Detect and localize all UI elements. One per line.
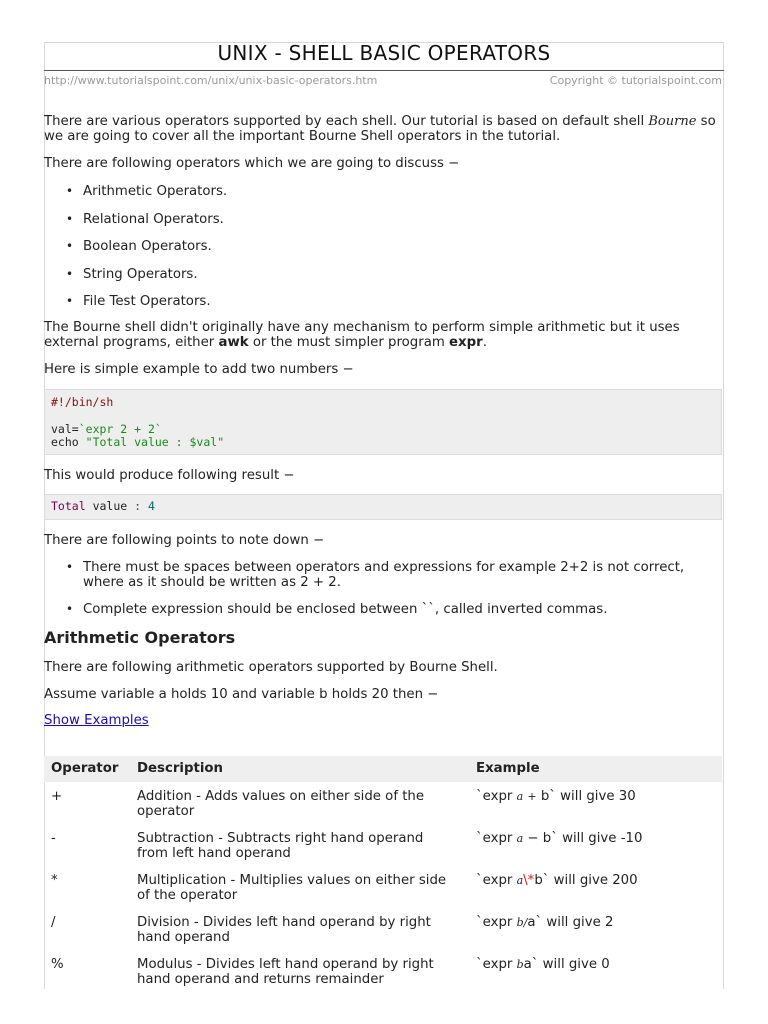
mechanism-line-2 — [44, 335, 487, 350]
row-5-ex-a: `expr — [476, 957, 513, 972]
row-3-ex-op: \* — [523, 873, 535, 888]
row-5-ex-var: b — [516, 958, 524, 971]
row-1-ex-b: b` will give 30 — [540, 789, 636, 804]
list-item: • String Operators. — [66, 267, 227, 282]
row-4-ex-op: / — [523, 916, 528, 929]
bourne-emphasis: Bourne — [648, 114, 697, 129]
notes-intro: There are following points to note down − — [44, 533, 325, 548]
result-intro: This would produce following result − — [44, 468, 295, 483]
row-5-operator: % — [51, 957, 64, 972]
page-title: UNIX - SHELL BASIC OPERATORS — [217, 41, 551, 65]
intro-text-a: There are various operators supported by each shell. Our tutorial is based on default shell — [44, 114, 645, 129]
row-3-example — [476, 873, 638, 888]
row-5-description — [137, 957, 434, 987]
code-echo-keyword: echo — [51, 435, 79, 449]
result-word-1: Total — [51, 499, 86, 513]
row-1-operator: + — [51, 789, 63, 804]
row-3-operator: * — [51, 873, 58, 888]
row-5-desc-line-2: hand operand and returns remainder — [137, 972, 384, 987]
title-divider — [44, 70, 724, 71]
mechanism-text-b: or the must simpler program — [252, 335, 445, 350]
result-number: 4 — [148, 499, 155, 513]
row-1-desc-line-1: Addition - Adds values on either side of the — [137, 789, 425, 804]
row-2-ex-var: a — [516, 832, 524, 845]
row-4-desc-line-1: Division - Divides left hand operand by right — [137, 915, 431, 930]
row-2-ex-a: `expr — [476, 831, 513, 846]
row-1-ex-var: a — [516, 790, 524, 803]
row-2-operator: - — [51, 831, 56, 846]
row-3-ex-var: a — [516, 874, 524, 887]
row-2-description — [137, 831, 423, 861]
row-4-ex-b: a` will give 2 — [527, 915, 614, 930]
code-eq: = — [71, 422, 79, 436]
list-item: • File Test Operators. — [66, 294, 227, 309]
list-item: • Complete expression should be enclosed between ``, called inverted commas. — [66, 602, 684, 617]
notes-list — [66, 560, 684, 617]
code-echo — [51, 436, 224, 450]
row-2-desc-line-1: Subtraction - Subtracts right hand operand — [137, 831, 424, 846]
row-5-ex-b: a` will give 0 — [523, 957, 610, 972]
mechanism-line-1: The Bourne shell didn't originally have any mechanism to perform simple arithmetic but it uses — [44, 320, 680, 335]
col-header-operator: Operator — [51, 761, 119, 776]
row-3-desc-line-1: Multiplication - Multiplies values on either side — [137, 873, 447, 888]
code-expr-string: `expr 2 + 2` — [78, 422, 162, 436]
code-var: val — [51, 422, 72, 436]
row-1-description — [137, 789, 424, 819]
row-1-desc-line-2: operator — [137, 804, 195, 819]
row-1-example — [476, 789, 636, 804]
intro-paragraph-line-1 — [44, 114, 716, 129]
row-4-ex-a: `expr — [476, 915, 513, 930]
source-url: http://www.tutorialspoint.com/unix/unix-basic-operators.htm — [44, 74, 378, 87]
operator-type-list — [66, 184, 227, 309]
row-5-example — [476, 957, 610, 972]
col-header-example: Example — [476, 761, 540, 776]
list-item: • Relational Operators. — [66, 212, 227, 227]
note-1-line-2: where as it should be written as 2 + 2. — [83, 575, 341, 590]
section-heading: Arithmetic Operators — [44, 628, 236, 647]
list-item — [66, 560, 684, 590]
arith-intro-1: There are following arithmetic operators supported by Bourne Shell. — [44, 660, 498, 675]
code-echo-string: "Total value : $val" — [85, 435, 225, 449]
list-item: • Arithmetic Operators. — [66, 184, 227, 199]
expr-keyword: expr — [449, 335, 483, 350]
row-2-desc-line-2: from left hand operand — [137, 846, 291, 861]
show-examples-link[interactable]: Show Examples — [44, 713, 149, 728]
row-2-ex-op: − — [527, 831, 539, 846]
result-colon: : — [134, 499, 142, 513]
row-4-desc-line-2: hand operand — [137, 930, 230, 945]
row-4-example — [476, 915, 613, 930]
example-intro: Here is simple example to add two numbers − — [44, 362, 354, 377]
row-1-ex-a: `expr — [476, 789, 513, 804]
row-2-example — [476, 831, 642, 846]
awk-keyword: awk — [218, 335, 249, 350]
copyright-notice: Copyright © tutorialspoint.com — [549, 74, 722, 87]
row-2-ex-b: b` will give -10 — [542, 831, 643, 846]
intro-paragraph-line-2: we are going to cover all the important Bourne Shell operators in the tutorial. — [44, 129, 561, 144]
row-3-description — [137, 873, 446, 903]
code-shebang: #!/bin/sh — [51, 395, 114, 409]
mechanism-text-c: . — [482, 335, 487, 350]
mechanism-text-a: external programs, either — [44, 335, 215, 350]
row-1-ex-op: + — [527, 790, 537, 803]
row-4-description — [137, 915, 431, 945]
row-4-ex-var: b — [516, 916, 524, 929]
row-3-ex-a: `expr — [476, 873, 513, 888]
row-4-operator: / — [51, 915, 56, 930]
result-word-2: value — [92, 499, 128, 513]
row-3-ex-b: b` will give 200 — [534, 873, 638, 888]
code-block — [44, 389, 722, 455]
row-3-desc-line-2: of the operator — [137, 888, 238, 903]
intro-text-b: so — [700, 114, 716, 129]
row-5-desc-line-1: Modulus - Divides left hand operand by right — [137, 957, 434, 972]
result-block — [44, 494, 722, 520]
col-header-description: Description — [137, 761, 224, 776]
list-item: • Boolean Operators. — [66, 239, 227, 254]
note-1-line-1: • There must be spaces between operators and expressions for example 2+2 is not correct, — [83, 560, 685, 575]
result-output — [51, 500, 155, 514]
arith-intro-2: Assume variable a holds 10 and variable b holds 20 then − — [44, 687, 439, 702]
discuss-intro: There are following operators which we are going to discuss − — [44, 156, 460, 171]
